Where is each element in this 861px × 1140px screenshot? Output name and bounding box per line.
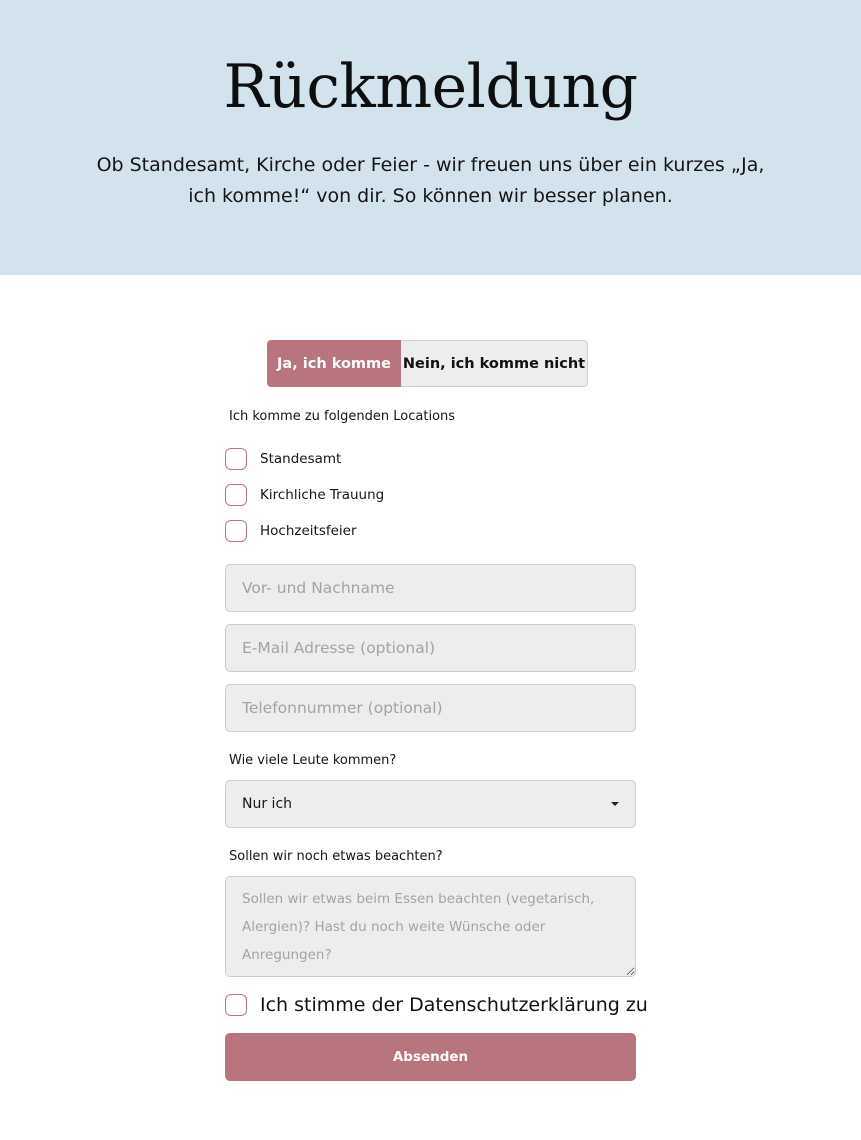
- feier-checkbox[interactable]: [225, 520, 247, 542]
- page-subtitle: Ob Standesamt, Kirche oder Feier - wir freuen uns über ein kurzes „Ja, ich komme!“ von dir. So können wir besser planen.: [96, 154, 765, 207]
- name-input[interactable]: [225, 564, 636, 612]
- notes-label: Sollen wir noch etwas beachten?: [229, 849, 443, 864]
- consent-option[interactable]: [225, 993, 648, 1017]
- notes-textarea[interactable]: [225, 876, 636, 977]
- kirche-label: Kirchliche Trauung: [260, 487, 385, 503]
- standesamt-label: Standesamt: [260, 451, 342, 467]
- submit-button[interactable]: Absenden: [225, 1033, 636, 1081]
- hero-section: [0, 0, 861, 275]
- guests-label: Wie viele Leute kommen?: [229, 753, 397, 768]
- page-title: Rückmeldung: [223, 52, 638, 122]
- phone-input[interactable]: [225, 684, 636, 732]
- kirche-checkbox[interactable]: [225, 484, 247, 506]
- location-option-standesamt[interactable]: [225, 447, 341, 471]
- feier-label: Hochzeitsfeier: [260, 523, 357, 539]
- attend-yes-button[interactable]: Ja, ich komme: [267, 340, 401, 387]
- attend-no-button[interactable]: Nein, ich komme nicht: [401, 340, 588, 387]
- email-input[interactable]: [225, 624, 636, 672]
- guests-selected-value: Nur ich: [242, 796, 293, 812]
- location-option-feier[interactable]: [225, 519, 357, 543]
- location-option-kirche[interactable]: [225, 483, 384, 507]
- standesamt-checkbox[interactable]: [225, 448, 247, 470]
- consent-checkbox[interactable]: [225, 994, 247, 1016]
- attendance-toggle: [267, 340, 588, 387]
- locations-label: Ich komme zu folgenden Locations: [229, 409, 456, 424]
- consent-label: Ich stimme der Datenschutzerklärung zu: [260, 994, 648, 1016]
- caret-down-icon: [611, 802, 619, 806]
- guests-select[interactable]: [225, 780, 636, 828]
